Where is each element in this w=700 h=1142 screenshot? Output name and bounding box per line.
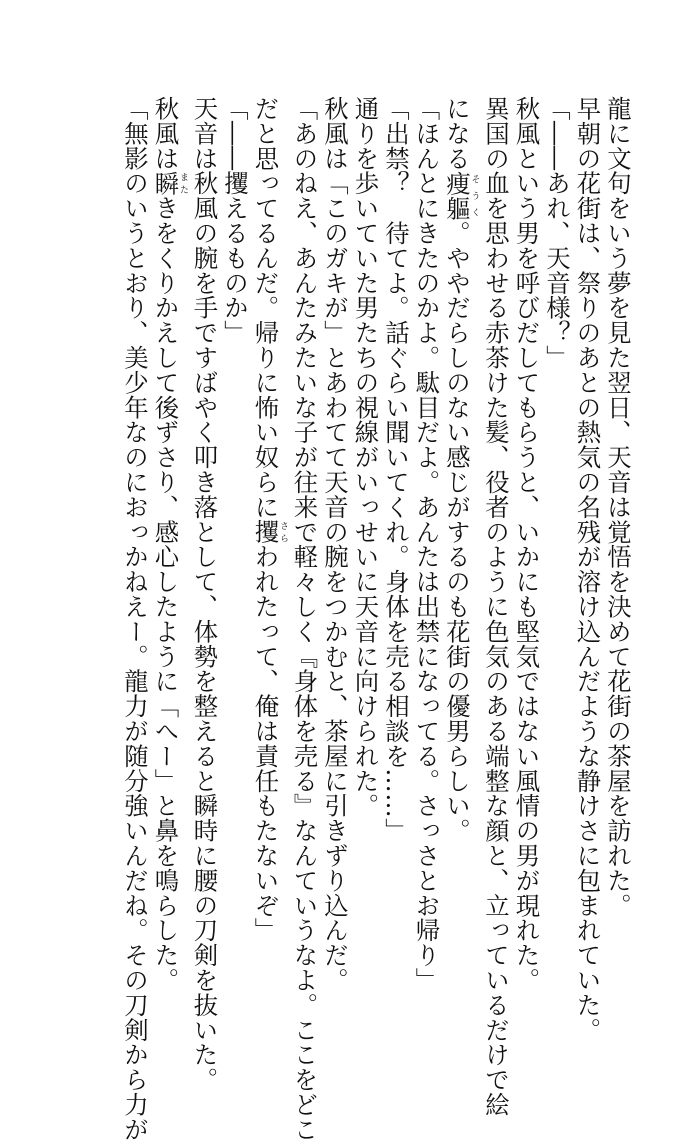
text-segment: 秋風は (150, 96, 180, 171)
text-column (249, 96, 288, 976)
ruby-annotated-word (150, 170, 188, 196)
ruby-base: 攫 (250, 519, 280, 545)
ruby-reading: また (178, 170, 188, 196)
text-segment: きをくりかえして後ずさり、感心したように「へー」と鼻を鳴らした。 (150, 195, 180, 993)
text-column: 「――攫えるものか」 (220, 96, 249, 345)
text-segment: われたって、俺は責任もたないぞ」 (250, 544, 280, 943)
text-column: 秋風という男を呼びだしてもらうと、いかにも堅気ではない風情の男が現れた。 (511, 96, 541, 993)
ruby-annotated-word (442, 170, 480, 221)
text-segment: だと思ってるんだ。帰りに怖い奴らに (250, 96, 280, 520)
text-column: 「出禁？ 待てよ。話ぐらい聞いてくれ。身体を売る相談を……」 (381, 96, 410, 843)
text-column: 天音は秋風の腕を手ですばやく叩き落として、体勢を整えると瞬時に腰の刀剣を抜いた。 (189, 96, 219, 1092)
ruby-base: 瞬 (150, 170, 180, 196)
text-column: 「――あれ、天音様？」 (542, 96, 571, 370)
ruby-base: 痩軀 (442, 170, 471, 221)
text-column: 「ほんとにきたのかよ。駄目だよ。あんたは出禁になってる。さっさとお帰り」 (411, 96, 441, 993)
text-column (441, 96, 480, 976)
text-column: 秋風は「このガキが」とあわてて天音の腕をつかむと、茶屋に引きずり込んだ。 (320, 96, 349, 993)
ruby-reading: そうく (469, 170, 480, 221)
text-column: 「無影のいうとおり、美少年なのにおっかねえー。龍力が随分強いんだね。その刀剣から力が (120, 96, 149, 1142)
text-column (149, 96, 188, 993)
text-column: 通りを歩いていた男たちの視線がいっせいに天音に向けられた。 (350, 96, 380, 819)
text-column: 「あのねえ、あんたみたいな子が往来で軽々しく『身体を売る』なんていうなよ。ここをどこ (289, 96, 319, 1142)
text-segment: 。ややだらしのない感じがするのも花街の優男らしい。 (442, 220, 471, 844)
text-column: 早朝の花街は、祭りのあとの熱気の名残が溶け込んだような静けさに包まれていた。 (572, 96, 602, 1043)
ruby-reading: さら (278, 519, 288, 545)
ruby-annotated-word (250, 519, 288, 545)
text-segment: になる (442, 96, 471, 171)
text-column: 龍に文句をいう夢を見た翌日、天音は覚悟を決めて花街の茶屋を訪れた。 (603, 96, 632, 918)
text-column: 異国の血を思わせる赤茶けた髪、役者のように色気のある端整な顔と、立っているだけで絵 (481, 96, 510, 1117)
vertical-text-block (119, 96, 633, 1142)
